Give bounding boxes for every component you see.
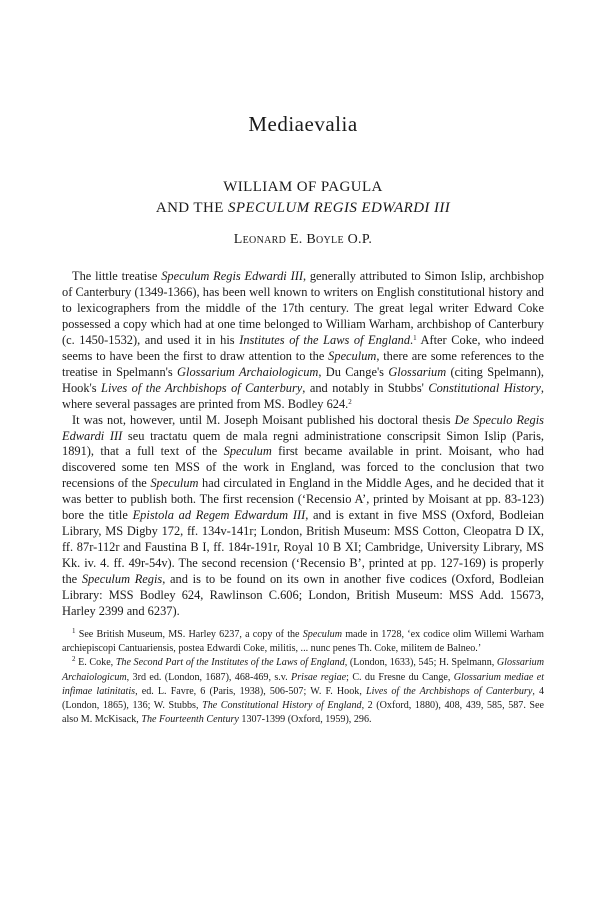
text-run: made in 1728, ‘ex codice olim Willemi Warham archiepiscopi Cantuariensis, postea Edwardi Coke, militis, ... nunc penes Th. Coke, militem de Balneo.’: [62, 629, 545, 655]
text-run: See British Museum, MS. Harley 6237, a copy of the: [75, 629, 303, 640]
footnotes: [62, 628, 544, 727]
text-run: , and is extant in five MSS (Oxford, Bodleian Library, MS Digby 172, ff. 134v-141r; London, British Museum: MSS Cotton, Cleopatra D IX, ff. 87r-112r and Faustina B I, ff. 184r-191r, Royal 10 B XI; Cambridge, University Library, MS Kk. iv. 4. ff. 49r-54v). The second recension (‘Recensio B’, printed at pp. 127-169) is properly the: [62, 508, 544, 587]
italic-run: The Second Part of the Institutes of the Laws of England: [115, 657, 345, 669]
article-title-italic: SPECULUM REGIS EDWARDI III: [227, 200, 451, 216]
italic-run: Lives of the Archbishops of Canterbury: [365, 685, 533, 697]
italic-run: Speculum Regis: [81, 572, 163, 587]
text-run: (citing Spelmann), Hook's: [62, 364, 544, 395]
italic-run: Glossarium Archaiologicum: [62, 657, 544, 683]
text-run: 1307-1399 (Oxford, 1959), 296.: [238, 714, 372, 726]
text-run: , Du Cange's: [318, 364, 389, 379]
body-paragraph-1: [62, 269, 544, 413]
text-run: , 2 (Oxford, 1880), 408, 439, 585, 587. See also M. McKisack,: [62, 700, 544, 726]
italic-run: Glossarium: [388, 364, 447, 379]
text-run: ; C. du Fresne du Cange,: [346, 671, 454, 683]
italic-run: Speculum Regis Edwardi III: [161, 269, 303, 283]
italic-run: Glossarium Archaiologicum: [177, 364, 319, 379]
text-run: first became available in print. Moisant, who had discovered some ten MSS of the work in England, was forced to the conclusion that two recensions of the: [62, 444, 544, 491]
text-run: , generally attributed to Simon Islip, archbishop of Canterbury (1349-1366), has been well known to writers on English constitutional history and to lexicographers from the middle of the 17th century. The great legal writer Edward Coke possessed a copy which had at one time belonged to William Warham, archbishop of Canterbury (c. 1450-1532), and used it in his: [62, 269, 544, 347]
author-byline: Leonard E. Boyle O.P.: [233, 232, 373, 247]
footnote-ref-2[interactable]: 2: [348, 397, 352, 406]
italic-run: Speculum: [150, 476, 199, 491]
text-run: , and notably in Stubbs': [302, 380, 429, 395]
italic-run: Constitutional History: [428, 380, 541, 395]
italic-run: Institutes of the Laws of England: [239, 332, 411, 347]
text-run: , 4 (London, 1865), 136; W. Stubbs,: [62, 685, 545, 712]
text-run: .: [410, 332, 414, 347]
text-run: The little treatise: [72, 269, 162, 283]
italic-run: De Speculo Regis Edwardi III: [62, 412, 544, 443]
italic-run: Prisae regiae: [291, 671, 347, 683]
text-run: , (London, 1633), 545; H. Spelmann,: [344, 657, 497, 669]
footnote-marker-1: 1: [72, 627, 76, 635]
article-title-line-1: WILLIAM OF PAGULA: [223, 179, 383, 195]
footnote-marker-2: 2: [72, 655, 76, 664]
footnote-ref-1[interactable]: 1: [413, 333, 417, 342]
text-run: , and is to be found on its own in another five codices (Oxford, Bodleian Library: MSS Bodley 624, Rawlinson C.606; London, British Museum: MSS Add. 15673, Harley 2399 and 6237).: [62, 572, 544, 619]
text-run: E. Coke,: [75, 657, 116, 669]
text-run: , ed. L. Favre, 6 (Paris, 1938), 506-507; W. F. Hook,: [135, 685, 366, 697]
italic-run: Lives of the Archbishops of Canterbury: [101, 380, 303, 395]
article-title-prefix: AND THE: [155, 200, 228, 216]
italic-run: Speculum: [223, 444, 272, 459]
italic-run: The Constitutional History of England: [202, 700, 362, 712]
italic-run: The Fourteenth Century: [141, 714, 239, 726]
footnote-1: [62, 628, 544, 656]
article-body: [62, 269, 544, 620]
article-title-line-2: [0, 199, 606, 218]
italic-run: Epistola ad Regem Edwardum III: [132, 508, 306, 523]
text-run: seu tractatu quem de mala regni administratione conscripsit Simon Islip (Paris, 1891), that a full text of the: [62, 428, 544, 459]
footnote-2: [62, 656, 544, 727]
italic-run: Speculum: [302, 629, 342, 640]
italic-run: Speculum: [328, 348, 377, 363]
text-run: , there are some references to the treatise in Spelmann's: [62, 348, 544, 379]
text-run: , 3rd ed. (London, 1687), 468-469, s.v.: [126, 671, 292, 683]
text-run: , where several passages are printed from MS. Bodley 624.: [62, 380, 544, 411]
italic-run: Glossarium mediae et infimae latinitatis: [62, 671, 544, 697]
text-run: had circulated in England in the Middle Ages, and he decided that it was better to publish both. The first recension (‘Recensio A’, printed by Moisant at pp. 83-123) bore the title: [62, 476, 544, 523]
text-run: It was not, however, until M. Joseph Moisant published his doctoral thesis: [72, 412, 455, 427]
text-run: After Coke, who indeed seems to have been the first to draw attention to the: [62, 332, 545, 363]
running-title: Mediaevalia: [248, 112, 358, 136]
body-paragraph-2: [62, 413, 544, 620]
